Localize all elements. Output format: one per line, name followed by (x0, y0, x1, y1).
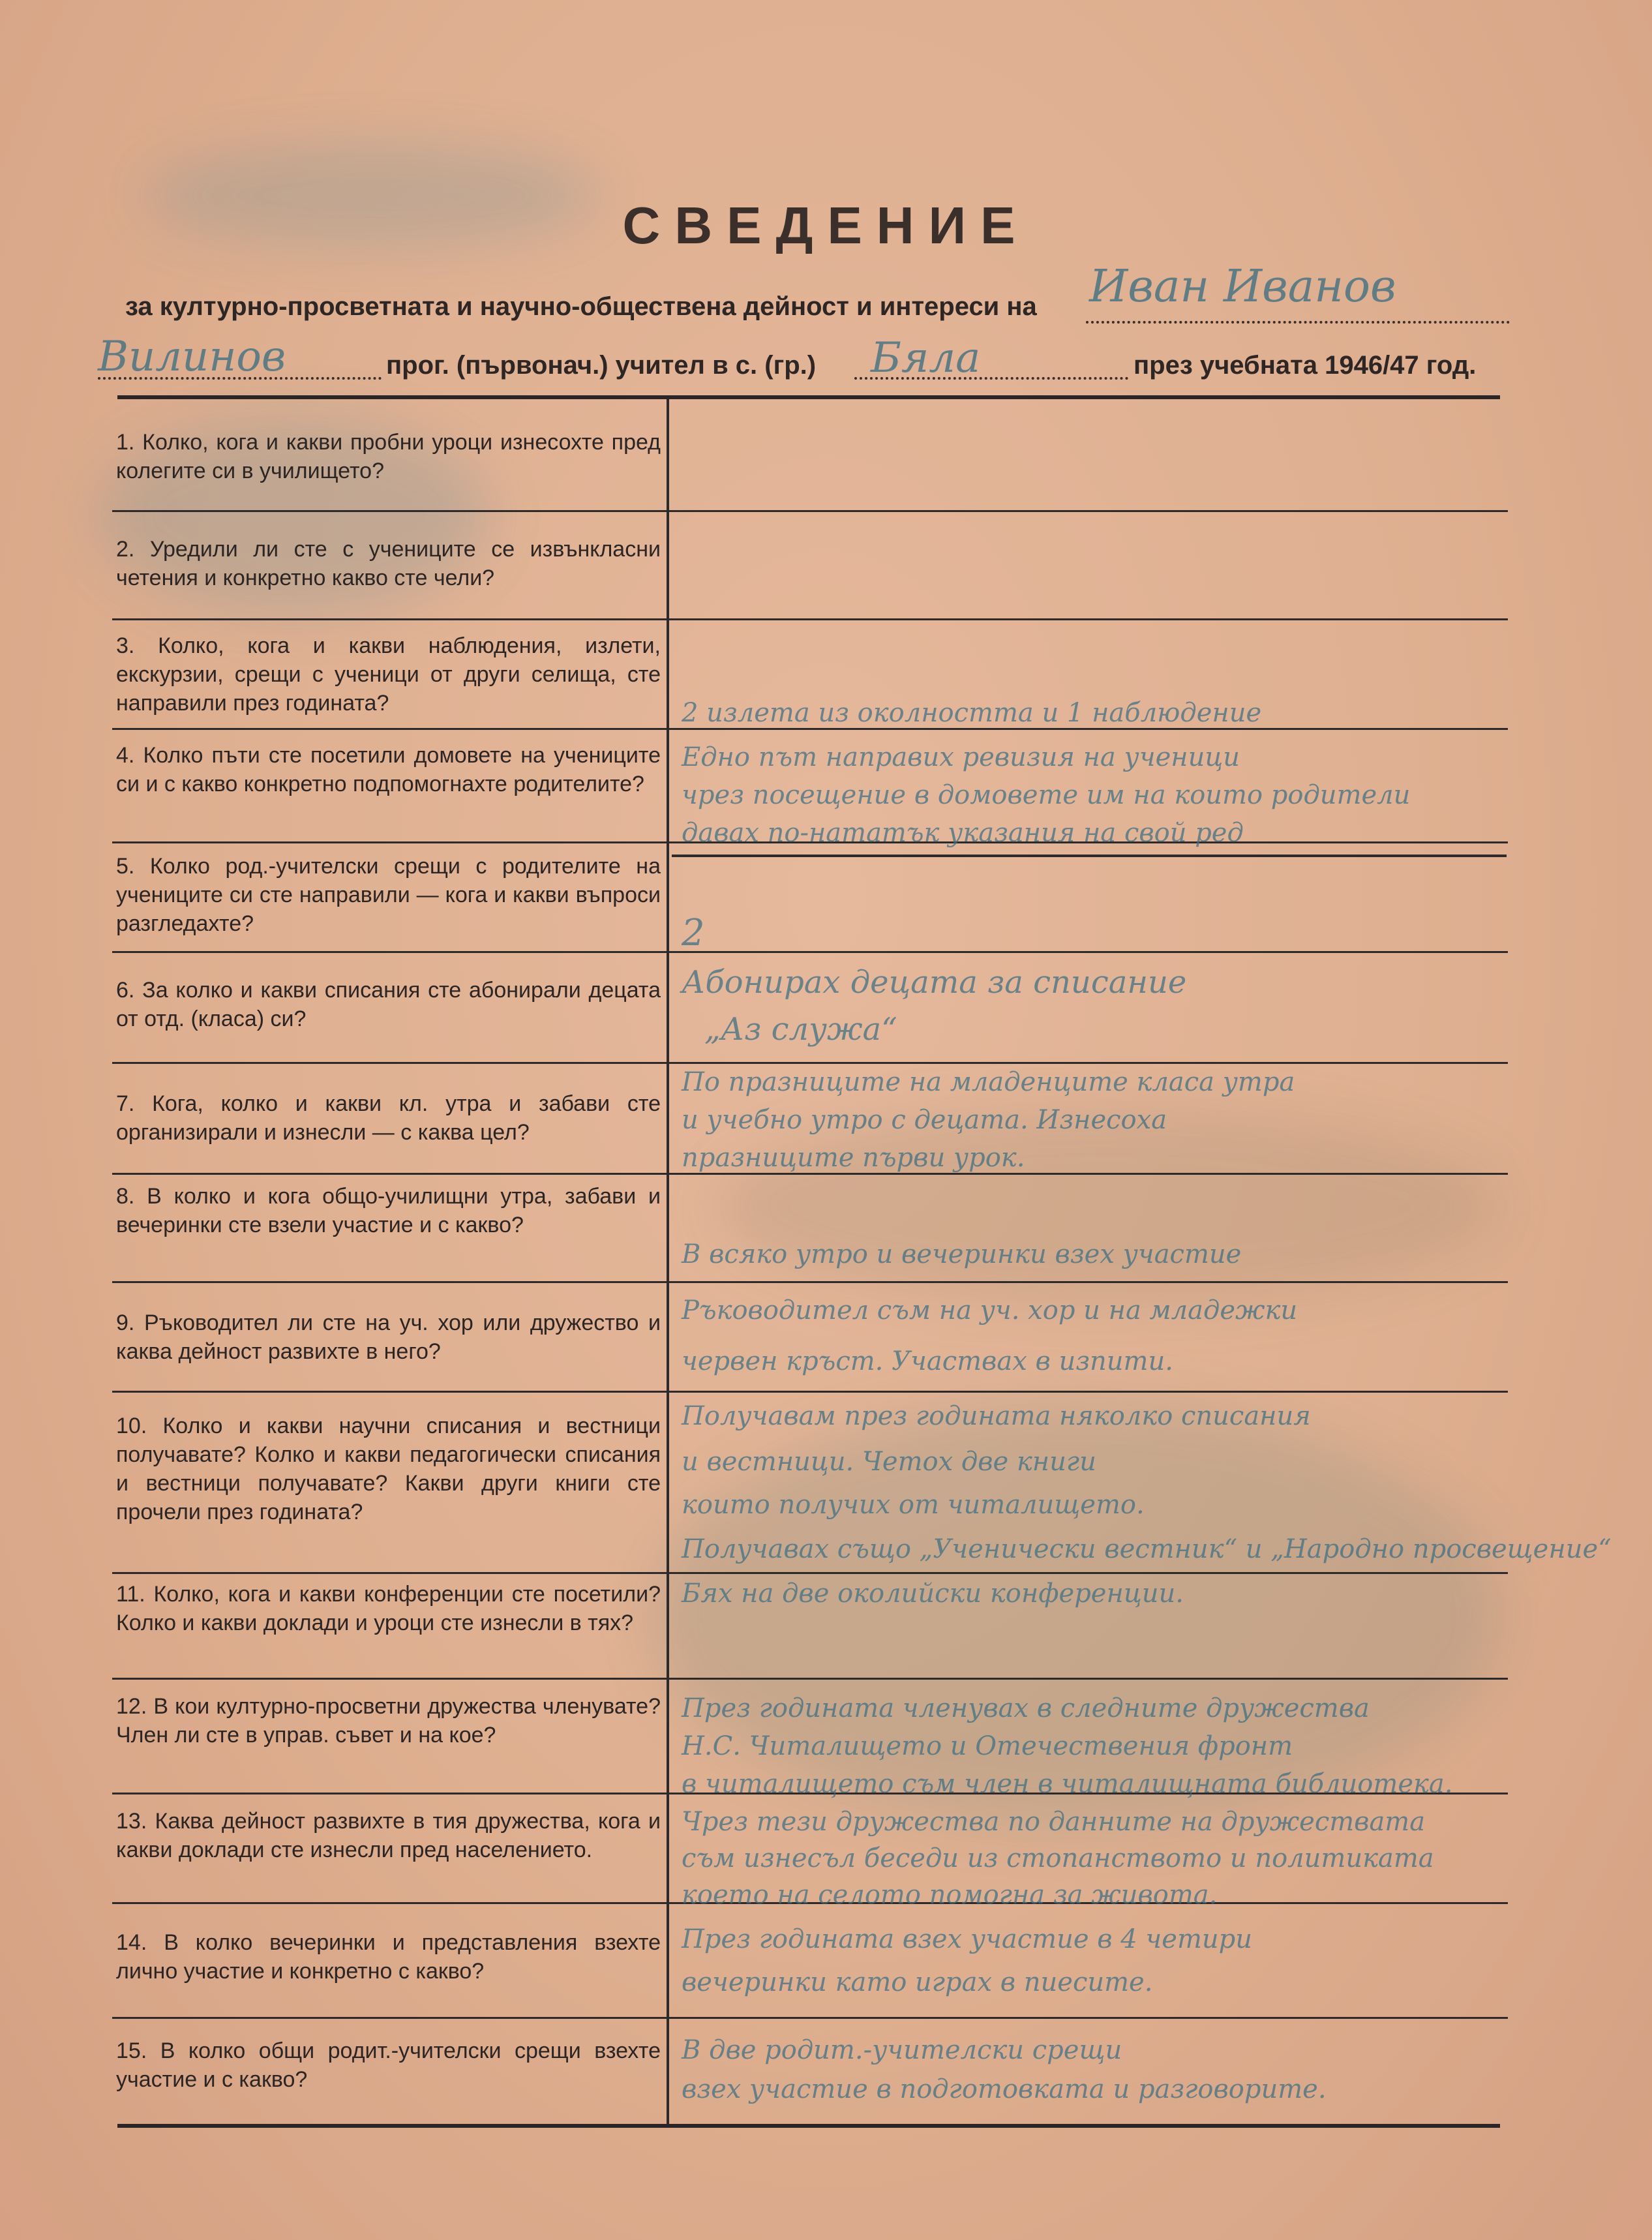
village-dotted-line (854, 377, 1128, 380)
answer-14-line-2: вечеринки като играх в пиесите. (682, 1967, 1153, 1997)
answer-15-line-1: В две родит.-учителски срещи (682, 2035, 1122, 2065)
teacher-role-text: прог. (първонач.) учител в с. (гр.) (386, 351, 817, 380)
table-column-divider (667, 399, 669, 2126)
row-divider (112, 1391, 1508, 1393)
answer-12-line-3: в читалището съм член в читалищната библиотека. (682, 1769, 1453, 1799)
answer-13-line-1: Чрез тези дружества по данните на дружествата (682, 1807, 1426, 1837)
question-11: 11. Колко, кога и какви конференции сте посетили? Колко и какви доклади и уроци сте изнесли в тях? (116, 1582, 661, 1635)
answer-4-line-3: давах по-нататък указания на свой ред (682, 818, 1244, 848)
answer-6-line-2: „Аз служа“ (704, 1011, 897, 1048)
row-divider (112, 1572, 1508, 1574)
row-divider (112, 728, 1508, 730)
teacher-surname-handwritten: Вилинов (98, 333, 286, 381)
question-4: 4. Колко пъти сте посетили домовете на учениците си и с какво конкретно подпомогнахте родителите? (116, 743, 661, 796)
answer-8: В всяко утро и вечеринки взех участие (682, 1239, 1242, 1269)
answer-7-line-2: и учебно утро с децата. Изнесоха (682, 1105, 1167, 1135)
table-top-rule (117, 395, 1500, 399)
name-dotted-line (1086, 321, 1510, 324)
answer-15-line-2: взех участие в подготовката и разговорите. (682, 2074, 1327, 2104)
answer-11: Бях на две околийски конференции. (682, 1579, 1184, 1609)
question-8: 8. В колко и кога общо-училищни утра, забави и вечеринки сте взели участие и с какво? (116, 1184, 661, 1237)
answer-10-line-4: Получавах също „Ученически вестник“ и „Народно просвещение“ (682, 1534, 1612, 1564)
row-divider (112, 1173, 1508, 1175)
row-divider (112, 618, 1508, 620)
teacher-name-handwritten: Иван Иванов (1089, 261, 1396, 312)
document-title: СВЕДЕНИЕ (622, 196, 1030, 254)
school-year-text: през учебната 1946/47 год. (1134, 351, 1477, 380)
row-divider (112, 1281, 1508, 1283)
answer-7-line-1: По празниците на младенците класа утра (682, 1067, 1295, 1097)
row-divider (112, 1062, 1508, 1064)
answer-4-line-1: Едно път направих ревизия на ученици (682, 742, 1240, 772)
answer-6-line-1: Абонирах децата за списание (682, 964, 1187, 1001)
answer-5: 2 (682, 912, 705, 954)
question-7: 7. Кога, колко и какви кл. утра и забави сте организирали и изнесли — с каква цел? (116, 1091, 661, 1145)
row-divider (112, 2017, 1508, 2019)
row-divider (112, 1678, 1508, 1680)
question-2: 2. Уредили ли сте с учениците се извънкласни четения и конкретно какво сте чели? (116, 537, 661, 590)
answer-7-line-3: празниците първи урок. (682, 1143, 1025, 1173)
answer-14-line-1: През годината взех участие в 4 четири (682, 1924, 1253, 1954)
table-bottom-rule (117, 2124, 1500, 2128)
row-divider (112, 510, 1508, 512)
surname-dotted-line (98, 377, 382, 380)
answer-3-line-1: 2 излета из околността и 1 наблюдение (682, 698, 1262, 728)
answer-13-line-2: съм изнесъл беседи из стопанството и политиката (682, 1843, 1434, 1873)
intro-text: за културно-просветната и научно-обществена дейност и интереси на (125, 292, 1037, 321)
question-12: 12. В кои културно-просветни дружества членувате? Член ли сте в управ. съвет и на кое? (116, 1694, 661, 1748)
question-3: 3. Колко, кога и какви наблюдения, излети, екскурзии, срещи с ученици от други селища, сте направили през годината? (116, 633, 661, 716)
question-14: 14. В колко вечеринки и представления взехте лично участие и конкретно с какво? (116, 1930, 661, 1984)
answer-10-line-2: и вестници. Четох две книги (682, 1447, 1096, 1477)
answer-10-line-3: които получих от читалището. (682, 1490, 1145, 1520)
question-5: 5. Колко род.-учителски срещи с родителите на учениците си сте направили — кога и какви въпроси разгледахте? (116, 854, 661, 936)
answer-9-line-1: Ръководител съм на уч. хор и на младежки (682, 1295, 1298, 1325)
question-9: 9. Ръководител ли сте на уч. хор или дружество и каква дейност развихте в него? (116, 1310, 661, 1364)
row-divider (112, 951, 1508, 953)
answer-4-line-2: чрез посещение в домовете им на които родители (682, 780, 1411, 810)
village-handwritten: Бяла (871, 334, 981, 382)
question-10: 10. Колко и какви научни списания и вестници получавате? Колко и какви педагогически списания и вестници получавате? Какви други книги сте прочели през годината? (116, 1414, 661, 1524)
question-13: 13. Каква дейност развихте в тия дружества, кога и какви доклади сте изнесли пред населението. (116, 1809, 661, 1862)
answer-12-line-2: Н.С. Читалището и Отечествения фронт (682, 1731, 1293, 1761)
question-1: 1. Колко, кога и какви пробни уроци изнесохте пред колегите си в училището? (116, 430, 661, 483)
answer-10-line-1: Получавам през годината няколко списания (682, 1401, 1311, 1431)
answer-13-line-3: което на селото помогна за живота. (682, 1880, 1218, 1910)
answer-12-line-1: През годината членувах в следните дружества (682, 1693, 1370, 1723)
question-15: 15. В колко общи родит.-учителски срещи взехте участие и с какво? (116, 2038, 661, 2092)
answer-9-line-2: червен кръст. Участвах в изпити. (682, 1346, 1173, 1376)
answer-underline (672, 855, 1507, 857)
question-6: 6. За колко и какви списания сте абонирали децата от отд. (класа) си? (116, 978, 661, 1031)
